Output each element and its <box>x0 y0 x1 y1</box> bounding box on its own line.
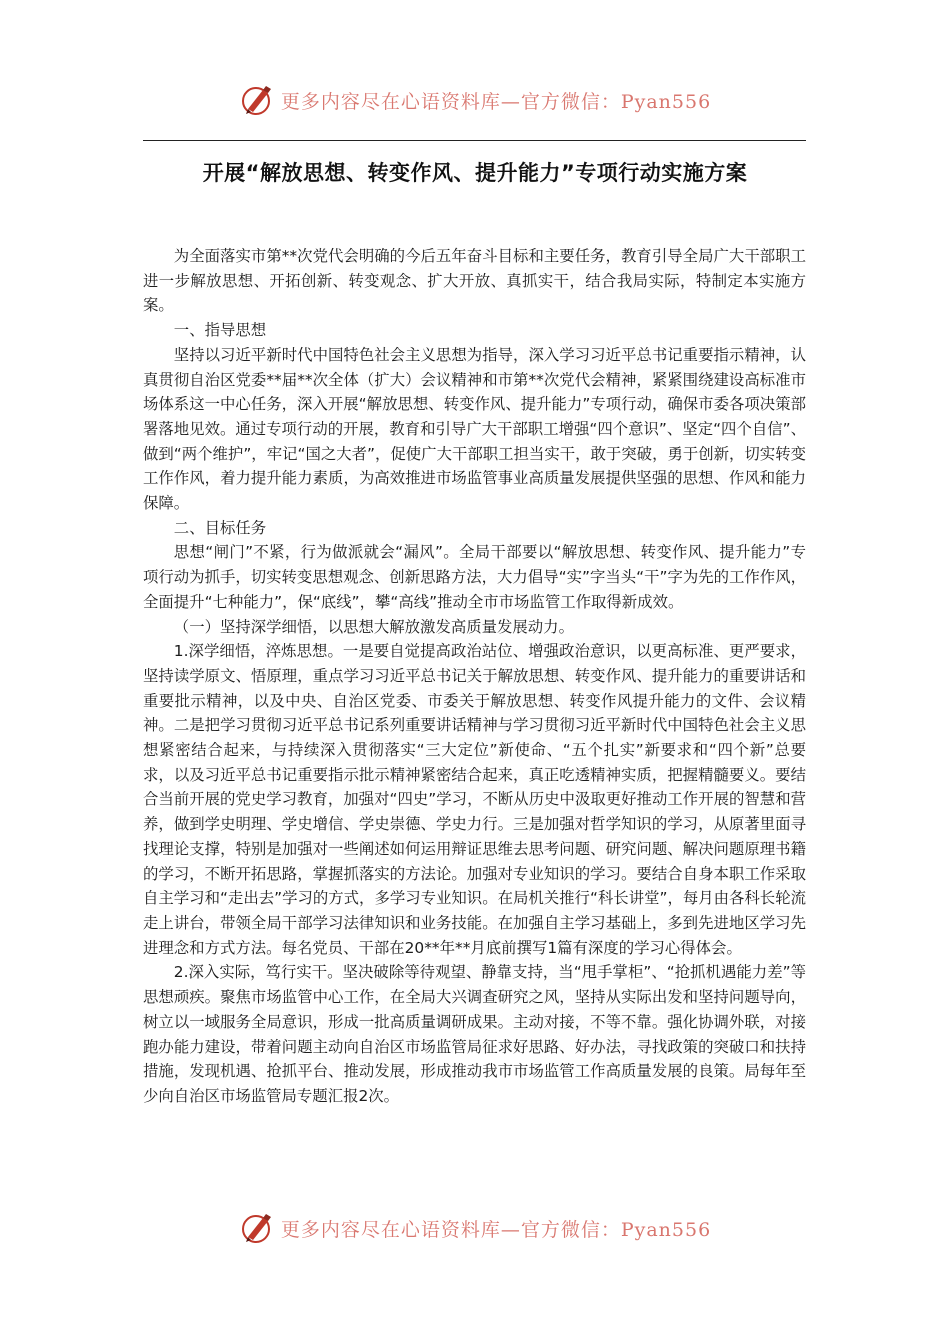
guiding-ideology-paragraph: 坚持以习近平新时代中国特色社会主义思想为指导，深入学习习近平总书记重要指示精神，认真贯彻自治区党委**届**次全体（扩大）会议精神和市第**次党代会精神，紧紧围绕建设高标准市场体系这一中心任务，深入开展“解放思想、转变作风、提升能力”专项行动，确保市委各项决策部署落地见效。通过专项行动的开展，教育和引导广大干部职工增强“四个意识”、坚定“四个自信”、做到“两个维护”，牢记“国之大者”，促使广大干部职工担当实干，敢于突破，勇于创新，切实转变工作作风，着力提升能力素质，为高效推进市场监管事业高质量发展提供坚强的思想、作风和能力保障。 <box>143 345 806 513</box>
objectives-paragraph: 思想“闸门”不紧，行为做派就会“漏风”。全局干部要以“解放思想、转变作风、提升能力”专项行动为抓手，切实转变思想观念、创新思路方法，大力倡导“实”字当头“干”字为先的工作作风，全面提升“七种能力”，保“底线”，攀“高线”推动全市市场监管工作取得新成效。 <box>143 543 806 611</box>
header-banner <box>0 82 950 118</box>
footer-banner-text: 更多内容尽在心语资料库—官方微信：Pyan556 <box>280 1218 712 1241</box>
header-banner-text: 更多内容尽在心语资料库—官方微信：Pyan556 <box>280 90 712 113</box>
document-body <box>143 244 806 1109</box>
intro-paragraph: 为全面落实市第**次党代会明确的今后五年奋斗目标和主要任务，教育引导全局广大干部职工进一步解放思想、开拓创新、转变观念、扩大开放、真抓实干，结合我局实际，特制定本实施方案。 <box>143 247 806 315</box>
item-1-paragraph: 1.深学细悟，淬炼思想。一是要自觉提高政治站位、增强政治意识，以更高标准、更严要求，坚持读学原文、悟原理，重点学习习近平总书记关于解放思想、转变作风、提升能力的重要讲话和重要批示精神，以及中央、自治区党委、市委关于解放思想、转变作风提升能力的文件、会议精神。二是把学习贯彻习近平总书记系列重要讲话精神与学习贯彻习近平新时代中国特色社会主义思想紧密结合起来，与持续深入贯彻落实“三大定位”新使命、“五个扎实”新要求和“四个新”总要求，以及习近平总书记重要指示批示精神紧密结合起来，真正吃透精神实质，把握精髓要义。要结合当前开展的党史学习教育，加强对“四史”学习，不断从历史中汲取更好推动工作开展的智慧和营养，做到学史明理、学史增信、学史崇德、学史力行。三是加强对哲学知识的学习，从原著里面寻找理论支撑，特别是加强对一些阐述如何运用辩证思维去思考问题、研究问题、解决问题原理书籍的学习，不断开拓思路，掌握抓落实的方法论。加强对专业知识的学习。要结合自身本职工作采取自主学习和“走出去”学习的方式，多学习专业知识。在局机关推行“科长讲堂”，每月由各科长轮流走上讲台，带领全局干部学习法律知识和业务技能。在加强自主学习基础上，多到先进地区学习先进理念和方式方法。每名党员、干部在20**年**月底前撰写1篇有深度的学习心得体会。 <box>143 642 806 957</box>
subsection-heading-1: （一）坚持深学细悟，以思想大解放激发高质量发展动力。 <box>173 617 574 636</box>
document-title: 开展“解放思想、转变作风、提升能力”专项行动实施方案 <box>202 161 748 185</box>
header-divider <box>143 140 806 141</box>
item-2-paragraph: 2.深入实际，笃行实干。坚决破除等待观望、静靠支持，当“甩手掌柜”、“抢抓机遇能力差”等思想顽疾。聚焦市场监管中心工作，在全局大兴调查研究之风，坚持从实际出发和坚持问题导向，树立以一域服务全局意识，形成一批高质量调研成果。主动对接，不等不靠。强化协调外联，对接跑办能力建设，带着问题主动向自治区市场监管局征求好思路、好办法，寻找政策的突破口和扶持措施，发现机遇、抢抓平台、推动发展，形成推动我市市场监管工作高质量发展的良策。局每年至少向自治区市场监管局专题汇报2次。 <box>143 963 806 1105</box>
section-heading-guiding-ideology: 一、指导思想 <box>173 321 267 340</box>
section-heading-objectives: 二、目标任务 <box>173 518 267 537</box>
footer-banner <box>0 1210 950 1246</box>
pen-nib-logo-icon <box>239 82 275 118</box>
pen-nib-logo-icon <box>239 1210 275 1246</box>
